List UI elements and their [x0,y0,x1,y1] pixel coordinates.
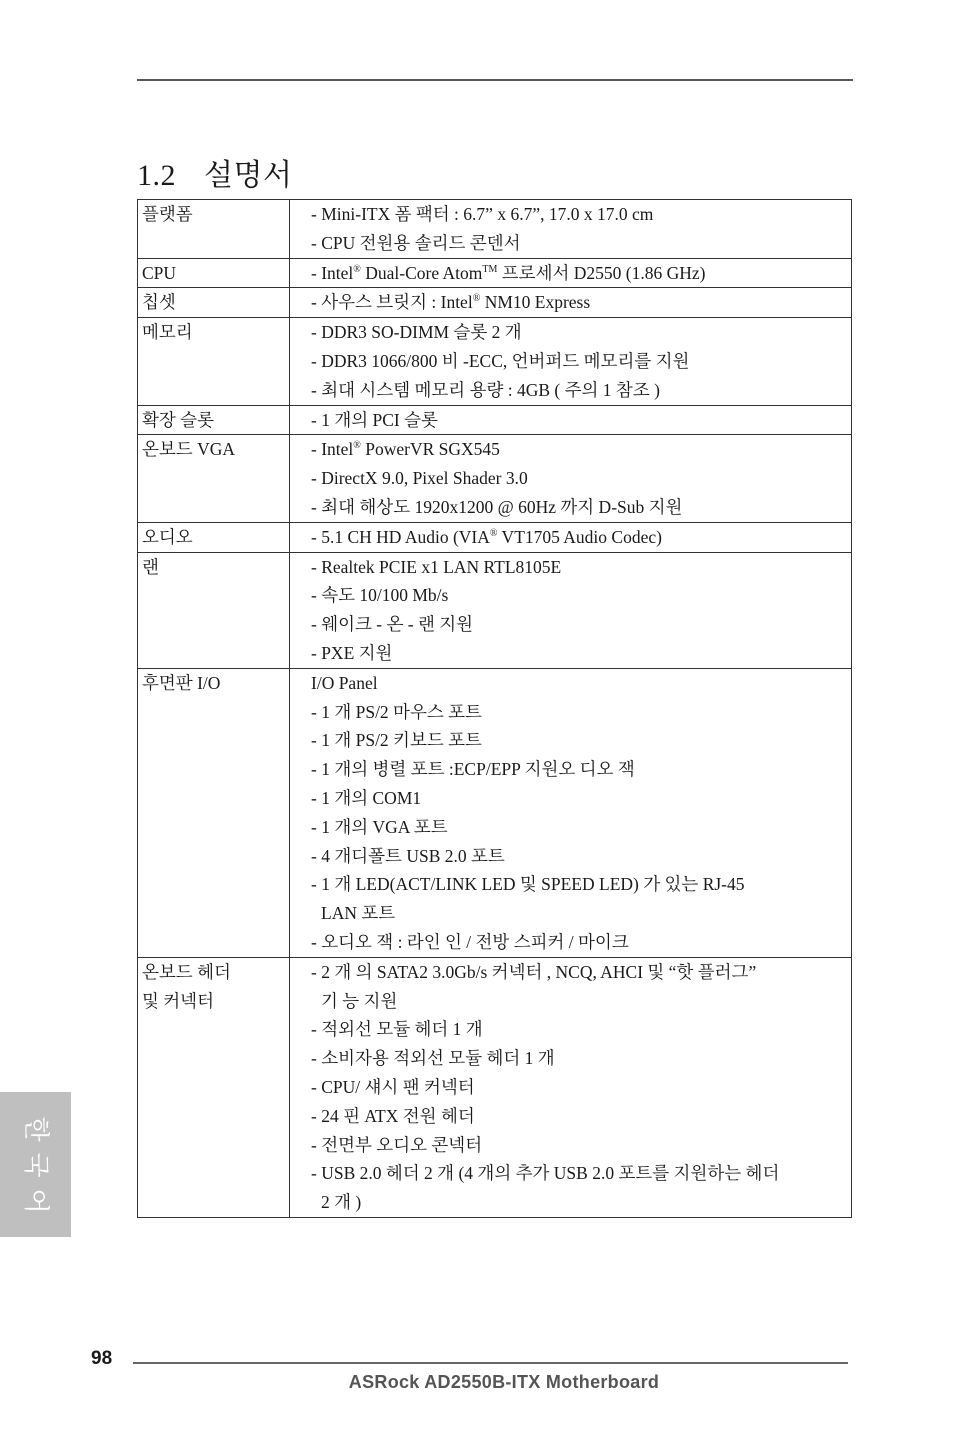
footer-text: ASRock AD2550B-ITX Motherboard [348,1372,660,1392]
spec-table [137,199,852,1218]
spec-label: 랜 [142,556,159,577]
spec-label-cell [138,258,290,288]
section-number: 1.2 [137,159,176,193]
spec-label: 메모리 [142,322,193,343]
spec-value-line: - 소비자용 적외선 모듈 헤더 1 개 [311,1048,555,1069]
page-number: 98 [91,1348,113,1369]
spec-value-line: 2 개 ) [321,1192,362,1213]
spec-value-cell [290,552,852,668]
side-tab-char: 어 [20,1187,51,1214]
spec-label: 후면판 I/O [142,672,221,693]
spec-value-line: - Intel® PowerVR SGX545 [311,439,500,460]
spec-value-cell [290,288,852,318]
spec-value-line: LAN 포트 [321,903,396,924]
spec-label-cell [138,522,290,552]
spec-label-cell [138,668,290,957]
spec-value-line: I/O Panel [311,672,378,693]
spec-value-line: - Mini-ITX 폼 팩터 : 6.7” x 6.7”, 17.0 x 17.0 cm [311,204,654,224]
spec-label-cell [138,288,290,318]
spec-value-line: - 1 개의 PCI 슬롯 [311,409,438,430]
spec-value-line: - 웨이크 - 온 - 랜 지원 [311,614,474,635]
spec-value-line: - CPU/ 섀시 팬 커넥터 [311,1076,475,1097]
spec-value-line: 기 능 지원 [321,990,398,1011]
top-rule [137,79,853,81]
spec-value-cell [290,522,852,552]
spec-row [138,957,852,1217]
spec-row [138,405,852,435]
spec-label: 온보드 헤더 [142,961,231,982]
spec-value-line: - 오디오 잭 : 라인 인 / 전방 스피커 / 마이크 [311,931,629,952]
spec-row [138,288,852,318]
spec-value-line: - Intel® Dual-Core Atom™ 프로세서 D2550 (1.86 GHz) [311,262,706,283]
spec-value-cell [290,200,852,259]
spec-value-line: - 전면부 오디오 콘넥터 [311,1134,483,1155]
spec-value-line: - 적외선 모듈 헤더 1 개 [311,1019,483,1040]
spec-value-line: - 1 개의 병렬 포트 :ECP/EPP 지원오 디오 잭 [311,759,635,780]
spec-row [138,258,852,288]
spec-value-cell [290,435,852,522]
spec-value-cell [290,405,852,435]
spec-label-cell [138,957,290,1217]
spec-label-cell [138,552,290,668]
spec-value-line: - DirectX 9.0, Pixel Shader 3.0 [311,468,528,489]
spec-value-line: - 2 개 의 SATA2 3.0Gb/s 커넥터 , NCQ, AHCI 및 “핫 플러그” [311,961,757,982]
spec-label: 칩셋 [142,292,176,313]
spec-value-line: - PXE 지원 [311,642,393,663]
section-title [137,150,292,194]
spec-value-line: - 1 개 PS/2 마우스 포트 [311,701,482,722]
spec-label: 온보드 VGA [142,439,236,460]
spec-value-line: - 5.1 CH HD Audio (VIA® VT1705 Audio Codec) [311,526,662,547]
spec-label-cell [138,318,290,405]
spec-value-line: - 24 핀 ATX 전원 헤더 [311,1105,475,1126]
spec-value-line: - 4 개디폴트 USB 2.0 포트 [311,845,505,866]
spec-value-cell [290,258,852,288]
spec-value-line: - USB 2.0 헤더 2 개 (4 개의 추가 USB 2.0 포트를 지원하는 헤더 [311,1163,780,1184]
spec-label: 및 커넥터 [142,990,214,1011]
spec-label: 플랫폼 [142,204,193,224]
spec-label: CPU [142,262,177,283]
language-side-tab [0,1092,71,1237]
spec-value-cell [290,318,852,405]
spec-row [138,668,852,957]
section-heading: 설명서 [204,159,293,193]
spec-label: 확장 슬롯 [142,409,214,430]
spec-row [138,522,852,552]
spec-value-line: - 1 개의 COM1 [311,787,422,808]
spec-value-line: - 최대 해상도 1920x1200 @ 60Hz 까지 D-Sub 지원 [311,496,683,517]
spec-label-cell [138,200,290,259]
spec-table-body [138,200,852,1218]
spec-value-line: - 1 개 LED(ACT/LINK LED 및 SPEED LED) 가 있는 RJ-45 [311,874,745,895]
side-tab-char: 국 [20,1151,51,1178]
spec-value-cell [290,957,852,1217]
side-tab-char: 한 [20,1115,51,1142]
spec-value-line: - Realtek PCIE x1 LAN RTL8105E [311,556,562,577]
spec-value-line: - CPU 전원용 솔리드 콘덴서 [311,232,521,253]
spec-value-line: - 속도 10/100 Mb/s [311,585,449,606]
spec-value-line: - DDR3 1066/800 비 -ECC, 언버퍼드 메모리를 지원 [311,350,690,371]
spec-value-line: - 1 개의 VGA 포트 [311,816,448,837]
spec-value-cell [290,668,852,957]
spec-label-cell [138,405,290,435]
spec-label: 오디오 [142,526,193,547]
spec-value-line: - 1 개 PS/2 키보드 포트 [311,730,482,751]
bottom-rule [133,1362,848,1364]
spec-label-cell [138,435,290,522]
spec-value-line: - 최대 시스템 메모리 용량 : 4GB ( 주의 1 참조 ) [311,379,660,400]
spec-value-line: - DDR3 SO-DIMM 슬롯 2 개 [311,322,522,343]
spec-row [138,435,852,522]
spec-value-line: - 사우스 브릿지 : Intel® NM10 Express [311,292,591,313]
spec-row [138,200,852,259]
spec-row [138,318,852,405]
spec-row [138,552,852,668]
